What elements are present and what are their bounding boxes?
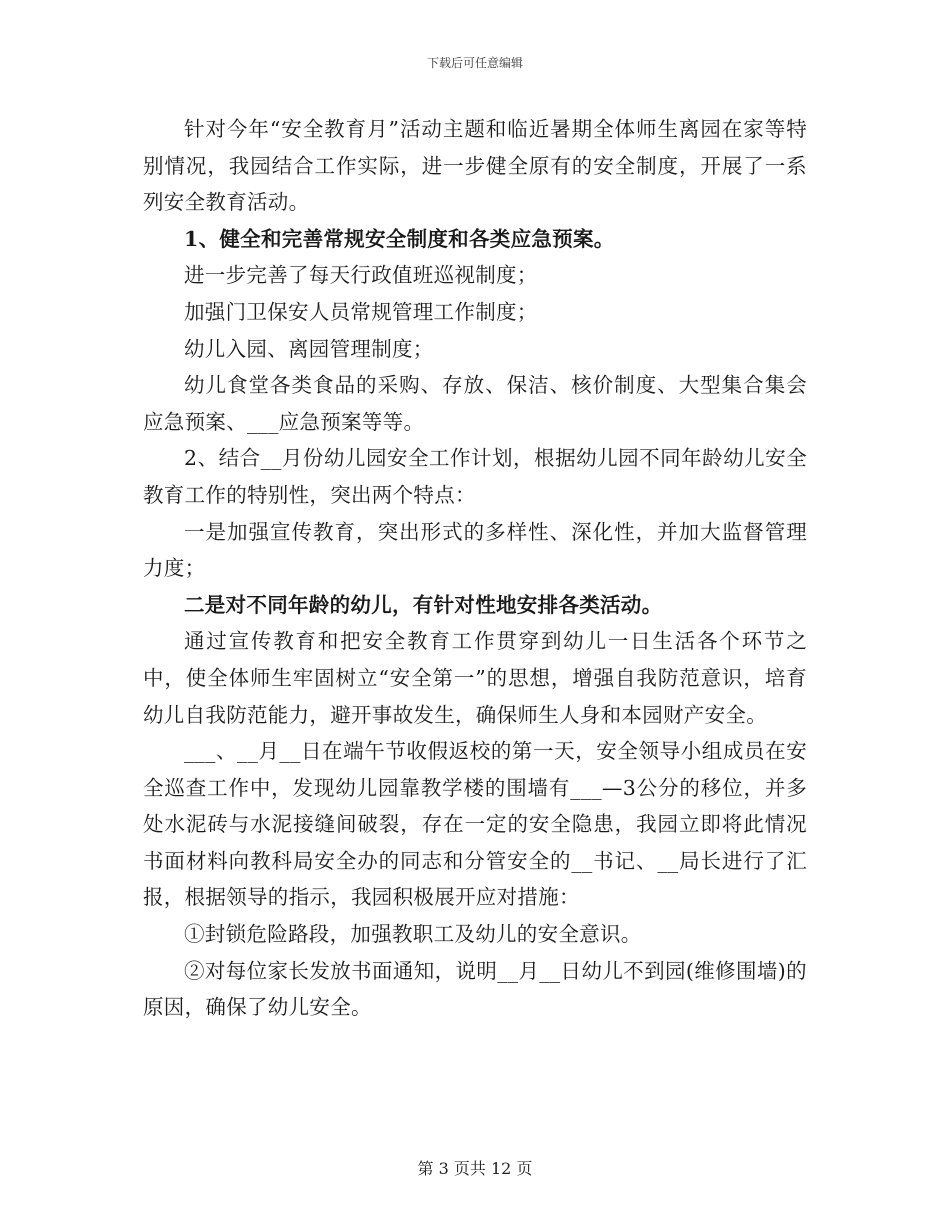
paragraph-item-patrol: 进一步完善了每天行政值班巡视制度； <box>184 263 538 288</box>
paragraph-education: 通过宣传教育和把安全教育工作贯穿到幼儿一日生活各个环节之中，使全体师生牢固树立“安全第一”的思想，增强自我防范意识，培育幼儿自我防范能力，避开事故发生，确保师生人身和本园财产安全。 <box>143 629 807 727</box>
document-body <box>143 111 807 1026</box>
paragraph-measure-1: ①封锁危险路段，加强教职工及幼儿的安全意识。 <box>184 922 642 947</box>
paragraph-feature-2: 二是对不同年龄的幼儿，有针对性地安排各类活动。 <box>184 592 663 617</box>
paragraph-item-security-guard: 加强门卫保安人员常规管理工作制度； <box>184 299 538 324</box>
paragraph-heading-1: 1、健全和完善常规安全制度和各类应急预案。 <box>184 226 615 251</box>
paragraph-item-entry-exit: 幼儿入园、离园管理制度； <box>184 336 434 361</box>
paragraph-point-2: 2、结合__月份幼儿园安全工作计划，根据幼儿园不同年龄幼儿安全教育工作的特别性，突出两个特点： <box>143 446 807 507</box>
paragraph-intro: 针对今年“安全教育月”活动主题和临近暑期全体师生离园在家等特别情况，我园结合工作实际，进一步健全原有的安全制度，开展了一系列安全教育活动。 <box>143 117 807 215</box>
paragraph-measure-2: ②对每位家长发放书面通知，说明__月__日幼儿不到园(维修围墙)的原因，确保了幼儿安全。 <box>143 958 807 1020</box>
page-number-footer: 第 3 页共 12 页 <box>417 1159 533 1178</box>
paragraph-inspection: ___、__月__日在端午节收假返校的第一天，安全领导小组成员在安全巡查工作中，发现幼儿园靠教学楼的围墙有___—3公分的移位，并多处水泥砖与水泥接缝间破裂，存在一定的安全隐患，我园立即将此情况书面材料向教科局安全办的同志和分管安全的__书记、__局长进行了汇报，根据领导的指示，我园积极展开应对措施： <box>143 739 807 910</box>
paragraph-item-canteen: 幼儿食堂各类食品的采购、存放、保洁、核价制度、大型集合集会应急预案、___应急预案等等。 <box>143 373 807 434</box>
page-header-note: 下载后可任意编辑 <box>426 56 523 70</box>
paragraph-feature-1: 一是加强宣传教育，突出形式的多样性、深化性，并加大监督管理力度； <box>143 519 807 581</box>
